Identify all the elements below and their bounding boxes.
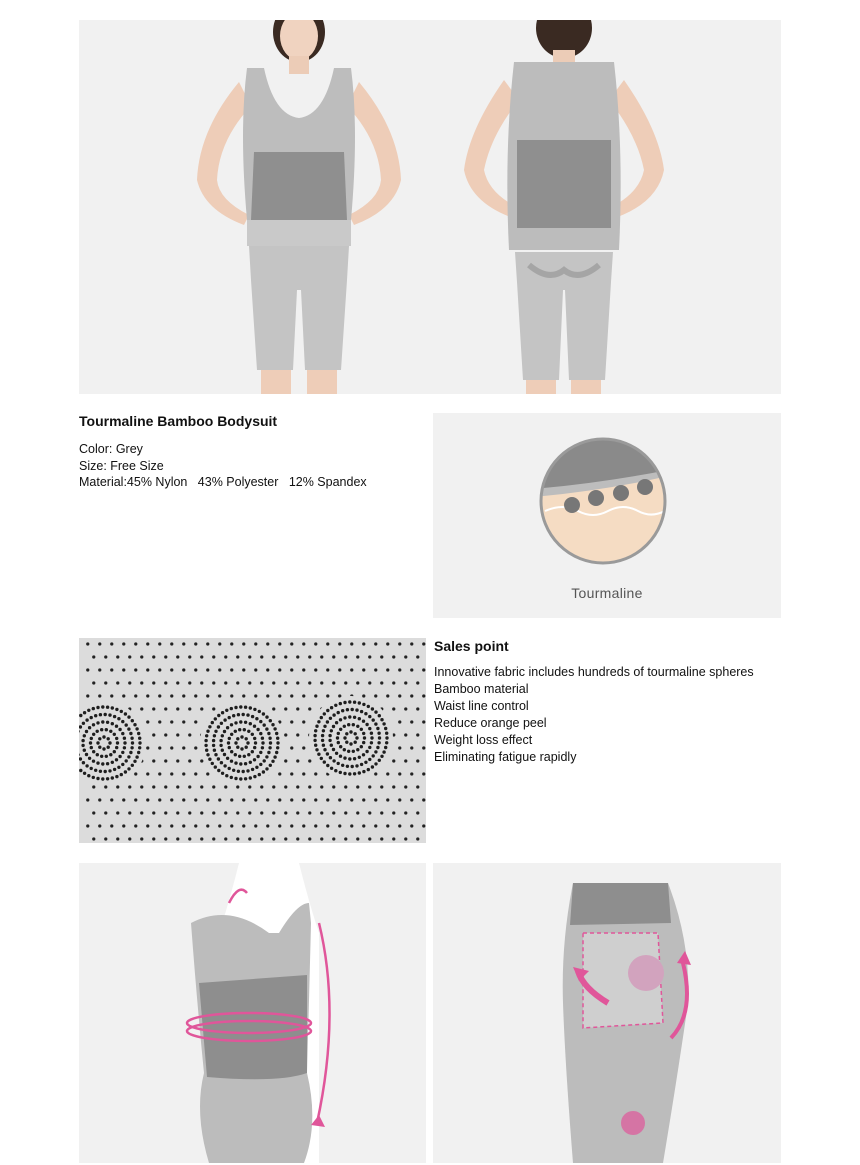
sales-points: [434, 638, 780, 766]
product-info: [79, 413, 409, 491]
model-front: [197, 20, 401, 394]
fabric-closeup-photo: [79, 638, 426, 843]
spec-size: Size: Free Size: [79, 458, 164, 473]
sales-item: Innovative fabric includes hundreds of tourmaline spheres: [434, 665, 754, 679]
sales-title: Sales point: [434, 638, 509, 654]
hip-shaping-illustration: [433, 863, 781, 1163]
sales-item: Reduce orange peel: [434, 716, 547, 730]
waist-shaping-illustration: [79, 863, 426, 1163]
spec-color: Color: Grey: [79, 442, 143, 456]
tourmaline-label: Tourmaline: [571, 585, 643, 601]
model-back: [464, 20, 664, 394]
sales-item: Eliminating fatigue rapidly: [434, 750, 577, 764]
sales-item: Waist line control: [434, 699, 529, 713]
sales-item: Weight loss effect: [434, 733, 533, 747]
spec-material: Material:45% Nylon 43% Polyester 12% Spandex: [79, 475, 367, 489]
hero-product-photo: [79, 20, 781, 394]
product-title: Tourmaline Bamboo Bodysuit: [79, 413, 278, 429]
tourmaline-diagram: [433, 413, 781, 618]
sales-item: Bamboo material: [434, 682, 529, 696]
